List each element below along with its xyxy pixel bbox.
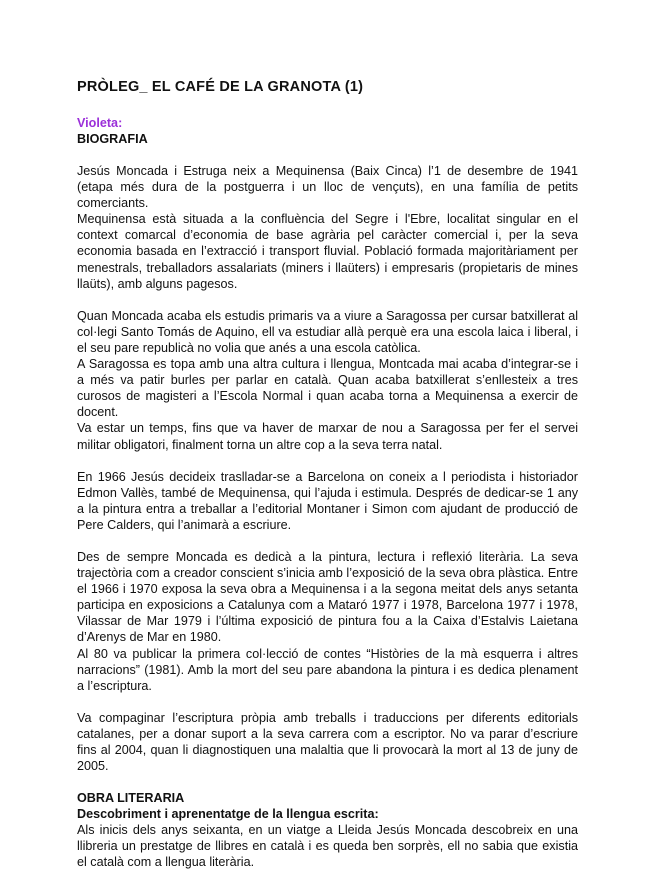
section-heading-biografia: BIOGRAFIA [77,132,148,146]
paragraph: Quan Moncada acaba els estudis primaris va a viure a Saragossa per cursar batxillerat al col·legi Santo Tomás de Aquino, ell va estudiar allà perquè era una escola laica i liberal, i el seu pare republicà no volia que anés a una escola catòlica. [77,308,578,355]
paragraph: Jesús Moncada i Estruga neix a Mequinensa (Baix Cinca) l’1 de desembre de 1941 (etapa més dura de la postguerra i un lloc de vençuts), en una família de petits comerciants. [77,164,578,211]
paragraph: Als inicis dels anys seixanta, en un viatge a Lleida Jesús Moncada descobreix en una llibreria un prestatge de llibres en català i es queda ben sorprès, ell no sabia que existia el català com a llengua literària. [77,823,578,870]
paragraph: En 1966 Jesús decideix traslladar-se a Barcelona on coneix a l periodista i historiador Edmon Vallès, també de Mequinensa, qui l’ajuda i estimula. Després de dedicar-se 1 any a la pintura entra a treballar a l’editorial Montaner i Simon com ajudant de producció de Pere Calders, qui l’animarà a escriure. [77,469,578,532]
paragraph: Va estar un temps, fins que va haver de marxar de nou a Saragossa per fer el servei militar obligatori, finalment torna un altre cop a la seva terra natal. [77,421,578,452]
subsection-heading: Descobriment i aprenentatge de la llengua escrita: [77,807,379,822]
document-page [77,78,578,871]
paragraph: Des de sempre Moncada es dedicà a la pintura, lectura i reflexió literària. La seva trajectòria com a creador conscient s’inicia amb l’exposició de la seva obra plàstica. Entre el 1966 i 1970 exposa la seva obra a Mequinensa i a la segona meitat dels anys setanta participa en exposicions a Catalunya com a Mataró 1977 i 1978, Barcelona 1977 i 1978, Vilassar de Mar 1979 i l’última exposició de pintura fou a la Caixa d’Estalvis Laietana d’Arenys de Mar en 1980. [77,549,578,645]
paragraph: Al 80 va publicar la primera col·lecció de contes “Històries de la mà esquerra i altres narracions” (1981). Amb la mort del seu pare abandona la pintura i es dedica plenament a l’escriptura. [77,646,578,693]
paragraph: Mequinensa està situada a la confluència del Segre i l'Ebre, localitat singular en el context comarcal d’economia de base agrària pel caràcter comercial i, per la seva economia basada en l’extracció i transport fluvial. Població formada majoritàriament per menestrals, treballadors assalariats (miners i llaüters) i empresaris (propietaris de mines llaüts), amb alguns pagesos. [77,212,578,291]
document-title: PRÒLEG_ EL CAFÉ DE LA GRANOTA (1) [77,79,364,95]
section-heading-obra-literaria: OBRA LITERARIA [77,791,185,806]
paragraph: A Saragossa es topa amb una altra cultura i llengua, Montcada mai acaba d’integrar-se i a més va patir burles per parlar en català. Quan acaba batxillerat s’enllesteix a tres curosos de magisteri a l’Escola Normal i quan acaba torna a Mequinensa a exercir de docent. [77,357,578,420]
speaker-label: Violeta: [77,116,123,130]
paragraph: Va compaginar l’escriptura pròpia amb treballs i traduccions per diferents editorials catalanes, per a donar suport a la seva carrera com a escriptor. No va parar d’escriure fins al 2004, quan li diagnostiquen una malaltia que li provocarà la mort al 13 de juny de 2005. [77,710,578,774]
